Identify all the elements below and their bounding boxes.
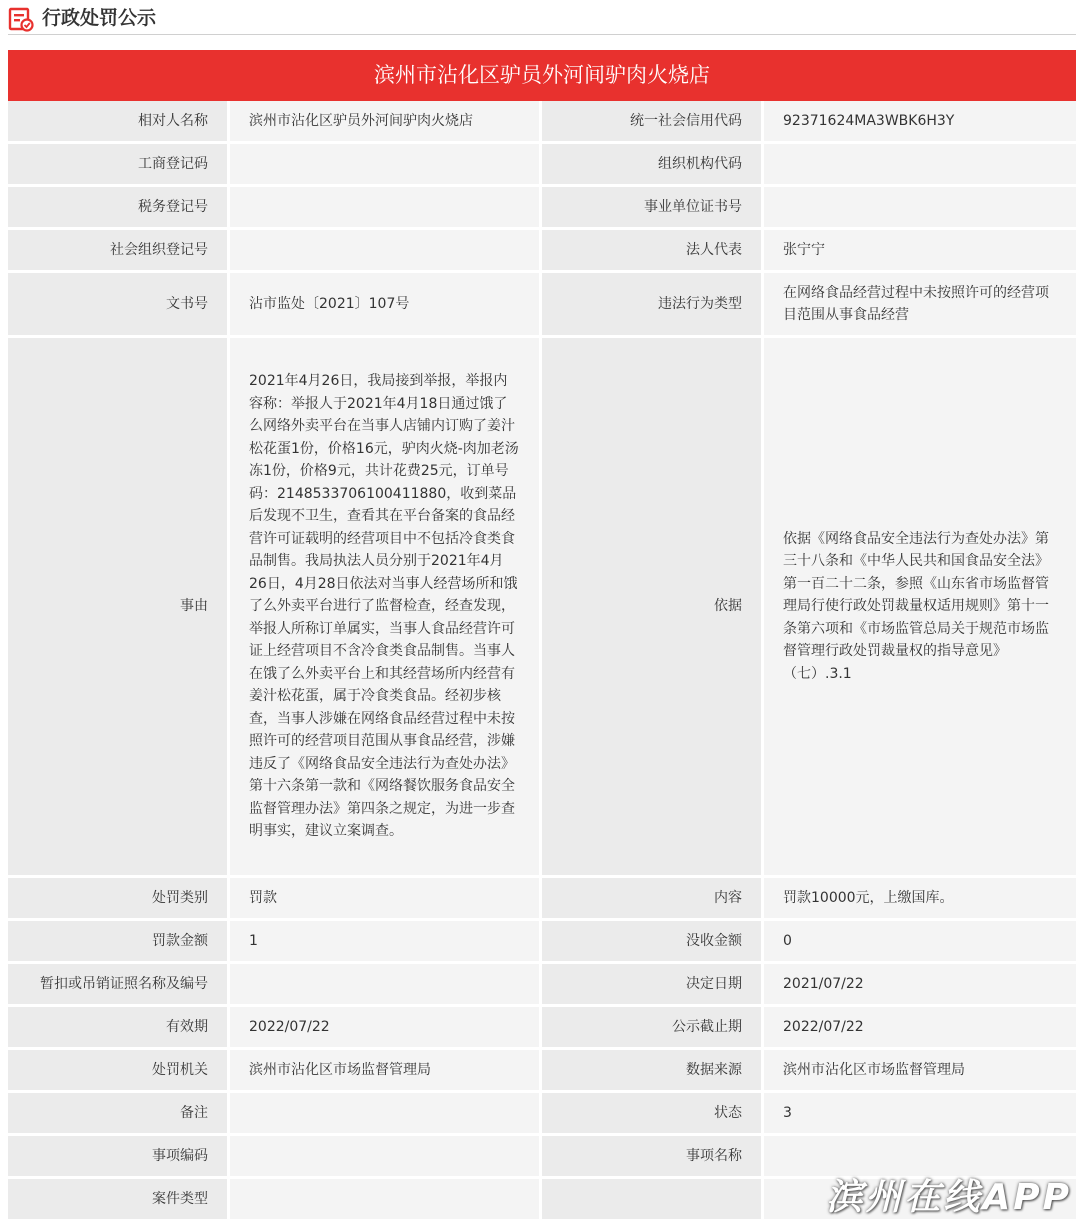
field-value: 沾市监处〔2021〕107号	[230, 273, 542, 338]
field-value: 2021年4月26日，我局接到举报，举报内容称：举报人于2021年4月18日通过饿了么网络外卖平台在当事人店铺内订购了姜汁松花蛋1份，价格16元，驴肉火烧-肉加老汤冻1份，价格9元，共计花费25元，订单号码：2148533706100411880，收到菜品后发现不卫生，查看其在平台备案的食品经营许可证载明的经营项目中不包括冷食类食品制售。我局执法人员分别于2021年4月26日，4月28日依法对当事人经营场所和饿了么外卖平台进行了监督检查，经查发现，举报人所称订单属实，当事人食品经营许可证上经营项目不含冷食类食品制售。当事人在饿了么外卖平台上和其经营场所内经营有姜汁松花蛋，属于冷食类食品。经初步核查，当事人涉嫌在网络食品经营过程中未按照许可的经营项目范围从事食品经营，涉嫌违反了《网络食品安全违法行为查处办法》第十六条第一款和《网络餐饮服务食品安全监督管理办法》第四条之规定，为进一步查明事实，建议立案调查。	[230, 338, 542, 878]
field-value: 2022/07/22	[230, 1007, 542, 1050]
field-label: 税务登记号	[8, 187, 230, 230]
table-row	[8, 187, 1076, 230]
field-value: 3	[764, 1093, 1076, 1136]
field-label: 没收金额	[542, 921, 764, 964]
header-divider	[8, 34, 1076, 35]
field-value	[230, 1136, 542, 1179]
field-value	[230, 230, 542, 273]
document-seal-icon	[8, 6, 34, 32]
table-row	[8, 1050, 1076, 1093]
field-value	[764, 187, 1076, 230]
field-label: 处罚类别	[8, 878, 230, 921]
field-label: 社会组织登记号	[8, 230, 230, 273]
table-row	[8, 273, 1076, 338]
field-label: 处罚机关	[8, 1050, 230, 1093]
field-value: 滨州市沾化区市场监督管理局	[230, 1050, 542, 1093]
watermark-logo: 滨州在线APP	[826, 1177, 1072, 1218]
field-value: 滨州市沾化区市场监督管理局	[764, 1050, 1076, 1093]
table-row	[8, 230, 1076, 273]
field-value: 依据《网络食品安全违法行为查处办法》第三十八条和《中华人民共和国食品安全法》第一百二十二条，参照《山东省市场监督管理局行使行政处罚裁量权适用规则》第十一条第六项和《市场监管总局关于规范市场监督管理行政处罚裁量权的指导意见》（七）.3.1	[764, 338, 1076, 878]
field-value: 2021/07/22	[764, 964, 1076, 1007]
field-label: 案件类型	[8, 1179, 230, 1222]
field-label: 工商登记码	[8, 144, 230, 187]
field-label: 公示截止期	[542, 1007, 764, 1050]
company-name-banner: 滨州市沾化区驴员外河间驴肉火烧店	[8, 50, 1076, 101]
field-value	[230, 187, 542, 230]
field-value: 2022/07/22	[764, 1007, 1076, 1050]
field-label: 数据来源	[542, 1050, 764, 1093]
field-value	[230, 1093, 542, 1136]
field-label: 状态	[542, 1093, 764, 1136]
field-label: 罚款金额	[8, 921, 230, 964]
field-value: 罚款10000元，上缴国库。	[764, 878, 1076, 921]
field-value: 罚款	[230, 878, 542, 921]
field-value: 1	[230, 921, 542, 964]
page-title: 行政处罚公示	[42, 7, 157, 29]
field-label: 事业单位证书号	[542, 187, 764, 230]
field-label: 组织机构代码	[542, 144, 764, 187]
field-label: 文书号	[8, 273, 230, 338]
penalty-record	[8, 50, 1076, 1222]
table-row	[8, 921, 1076, 964]
field-label: 依据	[542, 338, 764, 878]
field-value: 92371624MA3WBK6H3Y	[764, 101, 1076, 144]
page-header	[0, 0, 1080, 40]
field-label: 内容	[542, 878, 764, 921]
table-row	[8, 144, 1076, 187]
field-value: 0	[764, 921, 1076, 964]
field-label: 备注	[8, 1093, 230, 1136]
field-value: 张宁宁	[764, 230, 1076, 273]
field-value	[230, 144, 542, 187]
field-label: 事项名称	[542, 1136, 764, 1179]
field-label: 事项编码	[8, 1136, 230, 1179]
field-label: 事由	[8, 338, 230, 878]
penalty-info-table	[8, 101, 1076, 1222]
field-label: 法人代表	[542, 230, 764, 273]
field-label: 违法行为类型	[542, 273, 764, 338]
field-value	[764, 144, 1076, 187]
field-label: 有效期	[8, 1007, 230, 1050]
field-value: 在网络食品经营过程中未按照许可的经营项目范围从事食品经营	[764, 273, 1076, 338]
table-row	[8, 101, 1076, 144]
table-row	[8, 878, 1076, 921]
field-value	[230, 964, 542, 1007]
field-value	[230, 1179, 542, 1222]
field-value: 滨州市沾化区驴员外河间驴肉火烧店	[230, 101, 542, 144]
table-row	[8, 964, 1076, 1007]
field-label	[542, 1179, 764, 1222]
field-label: 决定日期	[542, 964, 764, 1007]
field-label: 统一社会信用代码	[542, 101, 764, 144]
field-label: 相对人名称	[8, 101, 230, 144]
table-row	[8, 1007, 1076, 1050]
table-row	[8, 338, 1076, 878]
field-label: 暂扣或吊销证照名称及编号	[8, 964, 230, 1007]
table-row	[8, 1093, 1076, 1136]
